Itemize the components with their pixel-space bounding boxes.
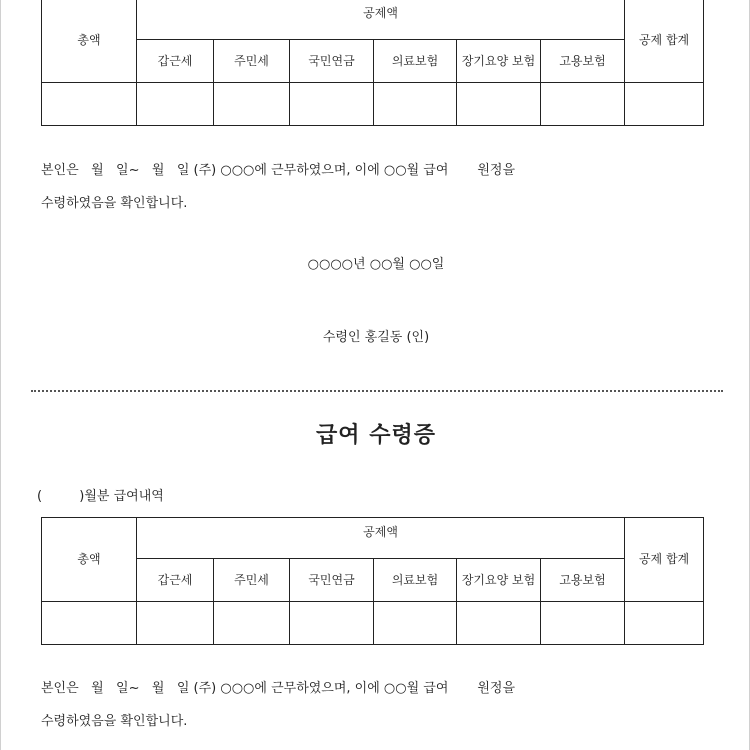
statement-line-2: 수령하였음을 확인합니다.: [41, 196, 188, 211]
deduction-item-employment-insurance: 고용보험: [541, 559, 625, 602]
statement-paragraph-top: [41, 154, 721, 220]
resident-tax-cell[interactable]: [214, 602, 290, 645]
deduction-item-employment-insurance: 고용보험: [541, 40, 625, 83]
deduction-item-long-term-care: 장기요양 보험: [457, 559, 541, 602]
gross-cell[interactable]: [42, 602, 137, 645]
deduction-item-long-term-care: 장기요양 보험: [457, 40, 541, 83]
deduction-item-health-insurance: 의료보험: [374, 40, 457, 83]
deduction-item-income-tax: 갑근세: [137, 559, 214, 602]
deduction-total-header: 공제 합계: [625, 0, 704, 83]
statement-paragraph-bottom: [41, 672, 721, 738]
gross-cell[interactable]: [42, 83, 137, 126]
cut-line: [31, 390, 723, 392]
gross-header: 총액: [42, 518, 137, 602]
statement-line-1: 본인은 월 일~ 월 일 (주) ○○○에 근무하였으며, 이에 ○○월 급여 원정을: [41, 163, 516, 178]
health-insurance-cell[interactable]: [374, 83, 457, 126]
deduction-total-cell[interactable]: [625, 602, 704, 645]
deduction-total-cell[interactable]: [625, 83, 704, 126]
date-line: ○○○○년 ○○월 ○○일: [307, 257, 445, 272]
deduction-item-income-tax: 갑근세: [137, 40, 214, 83]
deduction-header: 공제액: [137, 518, 625, 559]
employment-insurance-cell[interactable]: [541, 83, 625, 126]
deduction-item-resident-tax: 주민세: [214, 559, 290, 602]
resident-tax-cell[interactable]: [214, 83, 290, 126]
gross-header: 총액: [42, 0, 137, 83]
deduction-header: 공제액: [137, 0, 625, 40]
statement-line-2: 수령하였음을 확인합니다.: [41, 714, 188, 729]
month-detail-label: ( )월분 급여내역: [37, 489, 164, 504]
income-tax-cell[interactable]: [137, 83, 214, 126]
deduction-total-header: 공제 합계: [625, 518, 704, 602]
national-pension-cell[interactable]: [290, 602, 374, 645]
receipt-title: 급여 수령증: [316, 423, 436, 448]
long-term-care-cell[interactable]: [457, 602, 541, 645]
recipient-line: 수령인 홍길동 (인): [322, 330, 430, 345]
pay-table-bottom: [41, 517, 704, 645]
deduction-item-health-insurance: 의료보험: [374, 559, 457, 602]
deduction-item-national-pension: 국민연금: [290, 559, 374, 602]
deduction-item-resident-tax: 주민세: [214, 40, 290, 83]
employment-insurance-cell[interactable]: [541, 602, 625, 645]
long-term-care-cell[interactable]: [457, 83, 541, 126]
income-tax-cell[interactable]: [137, 602, 214, 645]
national-pension-cell[interactable]: [290, 83, 374, 126]
deduction-item-national-pension: 국민연금: [290, 40, 374, 83]
pay-table-top: [41, 0, 704, 126]
health-insurance-cell[interactable]: [374, 602, 457, 645]
statement-line-1: 본인은 월 일~ 월 일 (주) ○○○에 근무하였으며, 이에 ○○월 급여 원정을: [41, 681, 516, 696]
